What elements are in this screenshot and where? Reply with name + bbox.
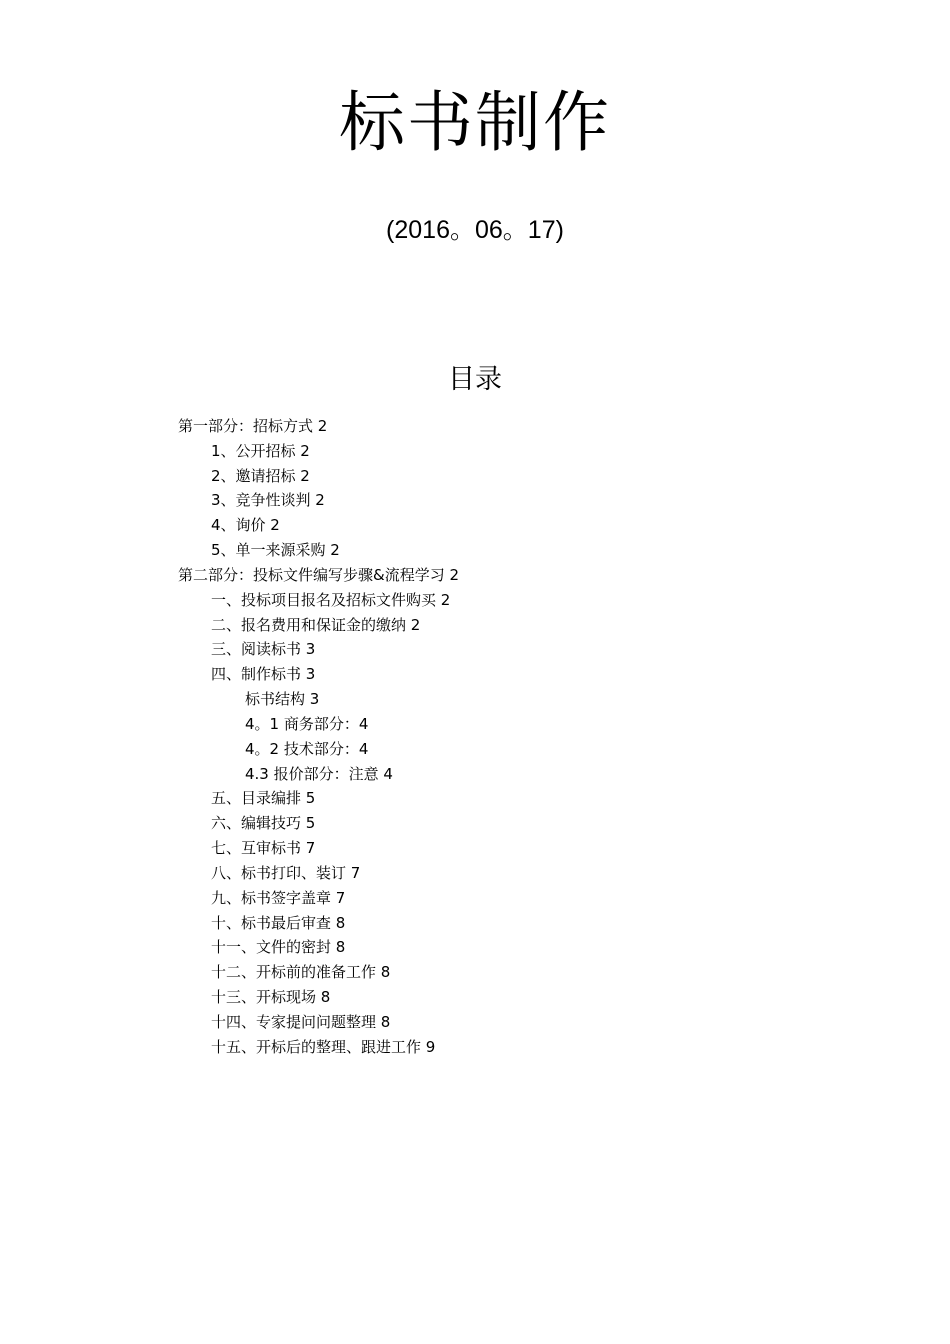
toc-entry[interactable]: 一、投标项目报名及招标文件购买 2	[211, 590, 451, 609]
document-date: (2016。06。17)	[386, 216, 564, 244]
toc-entry[interactable]: 2、邀请招标 2	[211, 466, 310, 485]
toc-entry[interactable]: 五、目录编排 5	[211, 789, 316, 808]
toc-entry[interactable]: 1、公开招标 2	[211, 441, 310, 460]
toc-heading: 目录	[448, 364, 502, 395]
toc-entry[interactable]: 六、编辑技巧 5	[211, 814, 316, 833]
toc-entry[interactable]: 八、标书打印、装订 7	[211, 863, 361, 882]
toc-entry[interactable]: 十四、专家提问问题整理 8	[211, 1012, 391, 1031]
toc-entry[interactable]: 九、标书签字盖章 7	[211, 888, 346, 907]
toc-entry[interactable]: 二、报名费用和保证金的缴纳 2	[211, 615, 421, 634]
toc-subentry[interactable]: 4。1 商务部分：4	[245, 714, 369, 733]
toc-entry[interactable]: 十一、文件的密封 8	[211, 938, 346, 957]
toc-entry[interactable]: 3、竞争性谈判 2	[211, 491, 325, 510]
toc-entry[interactable]: 三、阅读标书 3	[211, 640, 316, 659]
toc-entry-part-2[interactable]: 第二部分：投标文件编写步骤&流程学习 2	[178, 565, 460, 584]
toc-entry[interactable]: 十二、开标前的准备工作 8	[211, 963, 391, 982]
toc-subentry[interactable]: 4.3 报价部分：注意 4	[245, 764, 393, 783]
toc-entry[interactable]: 十三、开标现场 8	[211, 988, 331, 1007]
toc-subentry[interactable]: 标书结构 3	[245, 690, 320, 709]
toc-entry[interactable]: 十、标书最后审查 8	[211, 913, 346, 932]
toc-entry[interactable]: 十五、开标后的整理、跟进工作 9	[211, 1037, 436, 1056]
table-of-contents	[0, 414, 950, 1060]
toc-entry[interactable]: 四、制作标书 3	[211, 665, 316, 684]
toc-entry-part-1[interactable]: 第一部分：招标方式 2	[178, 417, 328, 435]
toc-entry[interactable]: 七、互审标书 7	[211, 839, 316, 858]
toc-subentry[interactable]: 4。2 技术部分：4	[245, 739, 369, 758]
toc-entry[interactable]: 5、单一来源采购 2	[211, 541, 340, 560]
toc-entry[interactable]: 4、询价 2	[211, 516, 280, 535]
document-title: 标书制作	[339, 84, 611, 161]
